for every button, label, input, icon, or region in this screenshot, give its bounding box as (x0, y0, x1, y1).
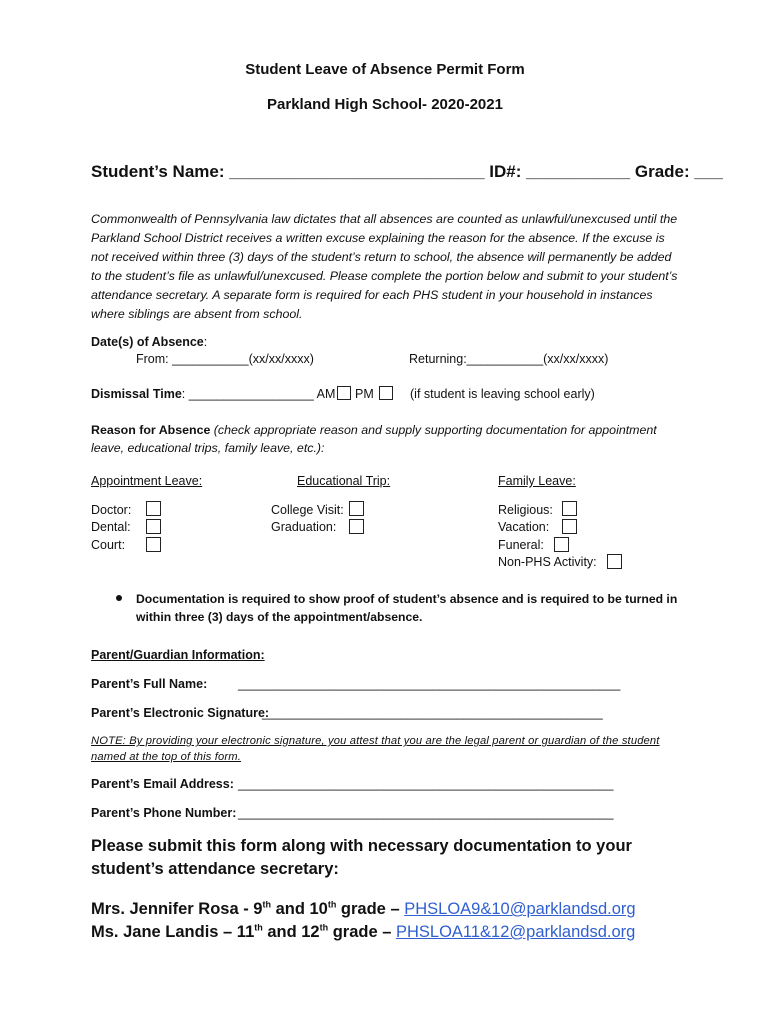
vacation-label: Vacation: (498, 520, 550, 534)
landis-sup-2: th (319, 922, 329, 933)
non-phs-activity-label: Non-PHS Activity: (498, 555, 597, 569)
am-checkbox[interactable] (337, 386, 351, 400)
form-title: Student Leave of Absence Permit Form (245, 61, 525, 78)
grade-field[interactable]: ___ (694, 162, 723, 181)
dental-label: Dental: (91, 520, 131, 534)
from-date-field[interactable]: From: ___________(xx/xx/xxxx) (136, 352, 314, 366)
parent-phone-field[interactable]: ______________________________________________________ (238, 806, 614, 820)
absence-dates-label: Date(s) of Absence (91, 335, 204, 349)
school-year: Parkland High School- 2020-2021 (267, 96, 503, 113)
parent-email-field[interactable]: ______________________________________________________ (238, 777, 614, 791)
educational-trip-heading: Educational Trip: (297, 474, 391, 488)
parent-signature-label: Parent’s Electronic Signature: (91, 706, 270, 720)
parent-full-name-field[interactable]: _______________________________________________________ (238, 677, 621, 691)
dismissal-note: (if student is leaving school early) (410, 387, 595, 401)
graduation-checkbox[interactable] (349, 519, 364, 534)
parent-email-label: Parent’s Email Address: (91, 777, 234, 791)
landis-email-link[interactable]: PHSLOA11&12@parklandsd.org (395, 923, 636, 941)
rosa-email-link[interactable]: PHSLOA9&10@parklandsd.org (404, 900, 636, 918)
landis-text-prefix: Ms. Jane Landis – 11 (91, 923, 255, 941)
reason-hint: (check appropriate reason and supply supporting documentation for appointment leave, educational trips, family leave, etc.): (91, 423, 657, 455)
pm-checkbox[interactable] (379, 386, 393, 400)
non-phs-activity-checkbox[interactable] (607, 554, 622, 569)
returning-date-field[interactable]: Returning:___________(xx/xx/xxxx) (409, 352, 609, 366)
rosa-text-suffix: grade – (336, 900, 405, 918)
doctor-label: Doctor: (91, 503, 132, 517)
funeral-label: Funeral: (498, 538, 544, 552)
bullet-icon (116, 595, 122, 601)
signature-note: NOTE: By providing your electronic signature, you attest that you are the legal parent or guardian of the student named at the top of this form. (91, 735, 660, 763)
vacation-checkbox[interactable] (562, 519, 577, 534)
student-name-label: Student’s Name: (91, 162, 225, 181)
family-leave-heading: Family Leave: (498, 474, 576, 488)
graduation-label: Graduation: (271, 520, 337, 534)
court-label: Court: (91, 538, 126, 552)
student-info-line (91, 162, 723, 182)
pm-label: PM (355, 387, 374, 401)
intro-paragraph: Commonwealth of Pennsylvania law dictates that all absences are counted as unlawful/unexcused until the Parkland School District receives a written excuse explaining the reason for the absence. If the excuse is not received within three (3) days of the student’s return to school, the absence will permanently be added to the student’s file as unlawful/unexcused. Please complete the portion below and submit to your student’s attendance secretary. A separate form is required for each PHS student in your household in instances where siblings are absent from school. (91, 212, 678, 321)
landis-text-mid: and 12 (262, 923, 320, 941)
parent-signature-field[interactable]: _________________________________________________ (262, 706, 603, 720)
religious-label: Religious: (498, 503, 553, 517)
parent-info-heading: Parent/Guardian Information: (91, 648, 265, 662)
contact-rosa (91, 900, 636, 919)
rosa-text-mid: and 10 (270, 900, 328, 918)
college-visit-checkbox[interactable] (349, 501, 364, 516)
student-id-label: ID#: (489, 162, 522, 181)
parent-phone-label: Parent’s Phone Number: (91, 806, 237, 820)
reason-label: Reason for Absence (91, 423, 211, 437)
rosa-sup-1: th (262, 899, 271, 910)
landis-sup-1: th (254, 922, 263, 933)
student-name-field[interactable]: ___________________________ (229, 162, 485, 181)
student-id-field[interactable]: ___________ (526, 162, 631, 181)
documentation-note: Documentation is required to show proof of student’s absence and is required to be turned in within three (3) days of the appointment/absence. (136, 592, 678, 624)
funeral-checkbox[interactable] (554, 537, 569, 552)
appointment-leave-heading: Appointment Leave: (91, 474, 203, 488)
dismissal-time-field[interactable]: : __________________ AM (181, 387, 336, 401)
doctor-checkbox[interactable] (146, 501, 161, 516)
absence-dates-colon: : (203, 335, 208, 349)
submit-instructions: Please submit this form along with necessary documentation to your student’s attendance secretary: (91, 837, 632, 878)
dental-checkbox[interactable] (146, 519, 161, 534)
landis-text-suffix: grade – (328, 923, 396, 941)
dismissal-time-label: Dismissal Time (91, 387, 182, 401)
college-visit-label: College Visit: (271, 503, 344, 517)
grade-label: Grade: (634, 162, 690, 181)
rosa-sup-2: th (327, 899, 337, 910)
absence-dates-label-row (91, 335, 207, 349)
contact-landis (91, 923, 635, 942)
reason-paragraph (91, 421, 681, 457)
rosa-text-prefix: Mrs. Jennifer Rosa - 9 (91, 900, 263, 918)
court-checkbox[interactable] (146, 537, 161, 552)
religious-checkbox[interactable] (562, 501, 577, 516)
parent-full-name-label: Parent’s Full Name: (91, 677, 208, 691)
dismissal-time-row (91, 387, 335, 401)
